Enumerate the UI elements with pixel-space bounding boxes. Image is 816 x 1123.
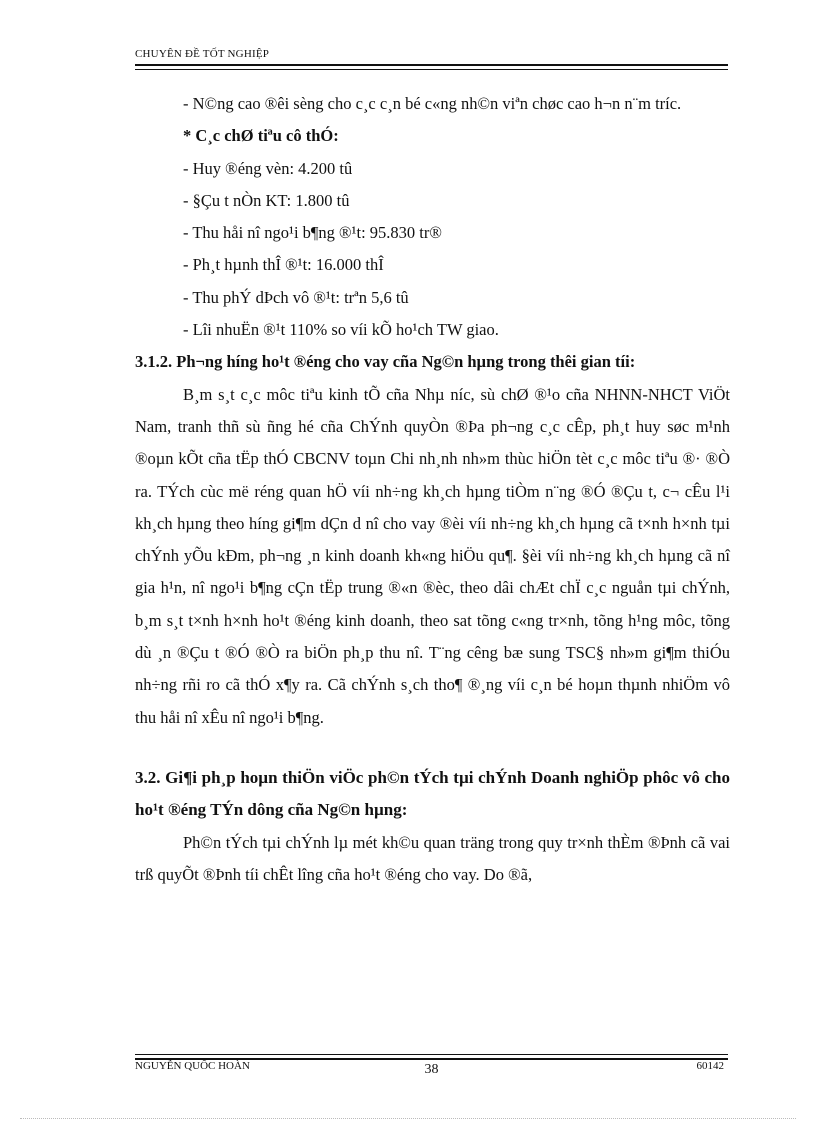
student-code: 60142 — [696, 1060, 724, 1072]
target-item: - Ph¸t hµnh thÎ ®¹t: 16.000 thÎ — [183, 255, 384, 275]
paragraph-financial-analysis: Ph©n tÝch tµi chÝnh lµ mét kh©u quan träng trong quy tr×nh thÈm ®Þnh cã vai trß quyÕt ®Þnh tíi chÊt lîng cña ho¹t ®éng cho vay. Do ®ã, — [135, 832, 730, 884]
spacer — [135, 734, 730, 762]
target-item: - §Çu t nÒn KT: 1.800 tû — [183, 190, 350, 210]
target-item: - Huy ®éng vèn: 4.200 tû — [183, 158, 353, 178]
page-number: 38 — [424, 1062, 439, 1077]
targets-heading: * C¸c chØ tiªu cô thÓ: — [183, 126, 339, 146]
author-name: NGUYỄN QUỐC HOÀN — [135, 1060, 250, 1072]
paragraph-living-standards: - N©ng cao ®êi sèng cho c¸c c¸n bé c«ng nh©n viªn chøc cao h¬n n¨m tríc. — [183, 94, 682, 113]
header-rule — [135, 64, 728, 70]
section-heading-3-2: 3.2. Gi¶i ph¸p hoµn thiÖn viÖc ph©n tÝch tµi chÝnh Doanh nghiÖp phôc vô cho ho¹t ®éng TÝn dông cña Ng©n hµng: — [135, 767, 730, 820]
page-header: CHUYÊN ĐỀ TỐT NGHIỆP — [135, 48, 270, 60]
section-heading-3-1-2: 3.1.2. Ph¬ng híng ho¹t ®éng cho vay cña Ng©n hµng trong thêi gian tíi: — [135, 352, 636, 372]
target-item: - Thu phÝ dÞch vô ®¹t: trªn 5,6 tû — [183, 287, 409, 307]
target-item: - Lîi nhuËn ®¹t 110% so víi kÕ ho¹ch TW giao. — [183, 320, 499, 340]
page-edge — [20, 1118, 796, 1119]
target-item: - Thu håi nî ngo¹i b¶ng ®¹t: 95.830 tr® — [183, 223, 442, 243]
paragraph-lending-direction: B¸m s¸t c¸c môc tiªu kinh tÕ cña Nhµ níc, sù chØ ®¹o cña NHNN-NHCT ViÖt Nam, tranh thñ sù ñng hé cña ChÝnh quyÒn ®Þa ph¬ng c¸c cÊp, ph¸t huy søc m¹nh ®oµn kÕt cña tËp thÓ CBCNV toµn Chi nh¸nh nh»m thùc hiÖn tèt c¸c môc tiªu ®· ®Ò ra. TÝch cùc më réng quan hÖ víi nh÷ng kh¸ch hµng tiÒm n¨ng ®Ó ®Çu t, c¬ cÊu l¹i kh¸ch hµng theo híng gi¶m dÇn d nî cho vay ®èi víi nh÷ng kh¸ch hµng cã t×nh h×nh tµi chÝnh yÕu kÐm, ph¬ng ¸n kinh doanh kh«ng hiÖu qu¶. §èi víi nh÷ng kh¸ch hµng cã nî gia h¹n, nî ngo¹i b¶ng cÇn tËp trung ®«n ®èc, theo dâi chÆt chÏ c¸c nguån tµi chÝnh, b¸m s¸t t×nh h×nh ho¹t ®éng kinh doanh, theo sat tõng c«ng tr×nh, tõng h¹ng môc, tõng dù ¸n ®Çu t ®Ó ®Ò ra biÖn ph¸p thu nî. T¨ng cêng bæ sung TSC§ nh»m gi¶m thiÓu nh÷ng rñi ro cã thÓ x¶y ra. Cã chÝnh s¸ch tho¶ ®¸ng víi c¸n bé hoµn thµnh nhiÖm vô thu håi nî xÊu nî ngo¹i b¶ng. — [135, 384, 730, 727]
page-body — [135, 88, 730, 891]
